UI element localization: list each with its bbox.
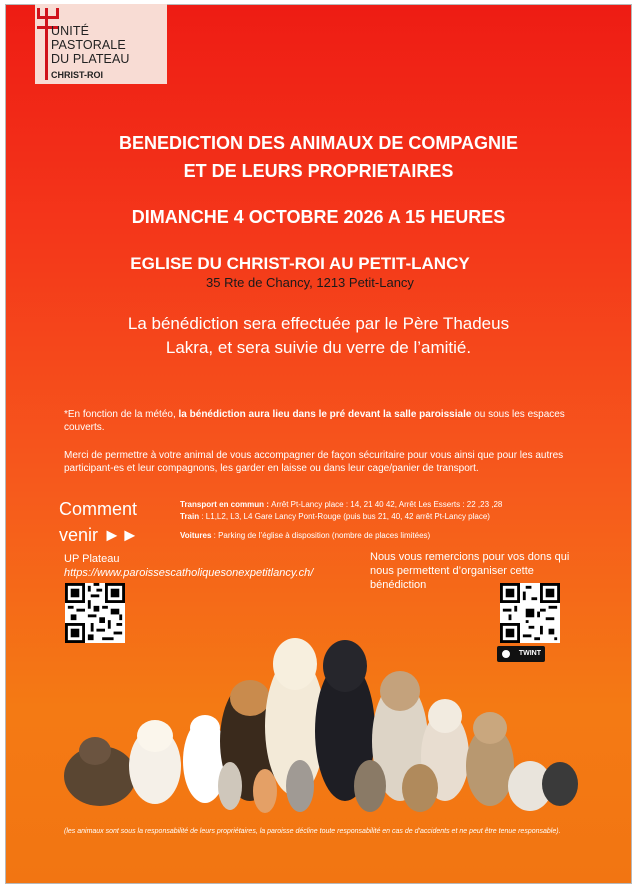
weather-note-part: *En fonction de la météo, bbox=[64, 409, 179, 420]
event-address: 35 Rte de Chancy, 1213 Petit-Lancy bbox=[206, 275, 414, 290]
train-text: : L1,L2, L3, L4 Gare Lancy Pont-Rouge (puis bus 21, 40, 42 arrêt Pt-Lancy place) bbox=[199, 512, 490, 521]
event-location: EGLISE DU CHRIST-ROI AU PETIT-LANCY bbox=[130, 254, 470, 273]
logo-line: DU PLATEAU bbox=[51, 52, 130, 66]
weather-note-emphasis: la bénédiction aura lieu dans le pré devant la salle paroissiale bbox=[178, 409, 472, 420]
transport-car bbox=[180, 530, 430, 542]
twint-label: TWINT bbox=[518, 650, 541, 657]
logo-text bbox=[51, 24, 130, 66]
logo-line: PASTORALE bbox=[51, 38, 126, 52]
transport-bus bbox=[180, 499, 502, 511]
how-to-come-heading bbox=[59, 496, 139, 548]
train-label: Train bbox=[180, 512, 200, 521]
blessing-line1: La bénédiction sera effectuée par le Père Thadeus bbox=[127, 314, 510, 333]
weather-note bbox=[64, 408, 584, 434]
car-text: : Parking de l’église à disposition (nombre de places limitées) bbox=[211, 531, 431, 540]
how-line: venir ►► bbox=[59, 525, 139, 545]
event-title-line2: ET DE LEURS PROPRIETAIRES bbox=[183, 161, 454, 181]
event-title-line1: BENEDICTION DES ANIMAUX DE COMPAGNIE bbox=[118, 133, 519, 153]
parish-logo bbox=[35, 4, 167, 84]
cross-bar bbox=[37, 8, 40, 18]
website-qr-code[interactable] bbox=[65, 583, 125, 643]
website-link[interactable]: https://www.paroissescatholiquesonexpetitlancy.ch/ bbox=[64, 567, 314, 579]
event-date: DIMANCHE 4 OCTOBRE 2026 A 15 HEURES bbox=[131, 207, 506, 227]
pets-group-photo bbox=[60, 636, 580, 814]
car-label: Voitures bbox=[180, 531, 212, 540]
transport-label: Transport en commun : bbox=[180, 500, 272, 509]
twint-qr-code[interactable] bbox=[500, 583, 560, 643]
transport-train bbox=[180, 511, 490, 523]
liability-disclaimer: (les animaux sont sous la responsabilité de leurs propriétaires, la paroisse décline toute responsabilité en cas de d’accidents et ne peut être tenue responsable). bbox=[64, 828, 561, 835]
weather-note-part: ou sous les espaces couverts. bbox=[64, 409, 565, 433]
organizer-name: UP Plateau bbox=[64, 553, 120, 565]
logo-line: UNITÉ bbox=[51, 24, 89, 38]
how-line: Comment bbox=[59, 499, 138, 519]
donation-thanks: Nous vous remercions pour vos dons qui nous permettent d’organiser cette bénédiction bbox=[370, 551, 570, 591]
transport-text: Arrêt Pt-Lancy place : 14, 21 40 42, Arrêt Les Esserts : 22 ,23 ,28 bbox=[271, 500, 503, 509]
cross-bar bbox=[56, 8, 59, 18]
logo-subtitle: CHRIST-ROI bbox=[51, 70, 104, 80]
safety-note: Merci de permettre à votre animal de vous accompagner de façon sécuritaire pour vous ainsi que pour les autres participant-es et leur compagnons, les garder en laisse ou dans leur cage/panier de transport. bbox=[64, 450, 564, 474]
blessing-line2: Lakra, et sera suivie du verre de l’amitié. bbox=[165, 338, 472, 357]
